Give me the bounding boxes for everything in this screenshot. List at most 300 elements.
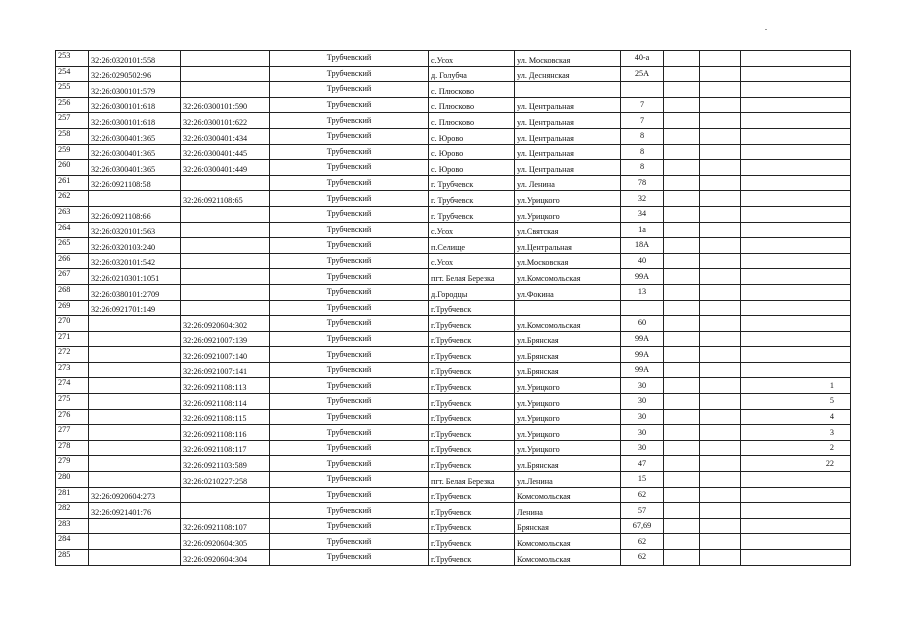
district-cell: Трубчевский xyxy=(270,269,429,285)
district-cell: Трубчевский xyxy=(270,238,429,254)
locality-cell: пгт. Белая Березка xyxy=(429,269,515,285)
extra-cell-1 xyxy=(664,425,700,441)
cadastral-number-1: 32:26:0921701:149 xyxy=(89,300,181,316)
house-number-cell: 8 xyxy=(621,160,664,176)
table-row xyxy=(56,284,851,300)
street-cell: ул.Ленина xyxy=(515,472,621,488)
cadastral-number-2 xyxy=(181,222,270,238)
row-number: 253 xyxy=(56,51,89,67)
row-number: 256 xyxy=(56,97,89,113)
table-row xyxy=(56,51,851,67)
street-cell: Комсомольская xyxy=(515,534,621,550)
row-number: 275 xyxy=(56,394,89,410)
house-number-cell: 62 xyxy=(621,550,664,566)
district-cell: Трубчевский xyxy=(270,409,429,425)
street-cell: ул. Московская xyxy=(515,51,621,67)
apartment-cell xyxy=(741,82,851,98)
extra-cell-2 xyxy=(700,347,741,363)
apartment-cell xyxy=(741,253,851,269)
extra-cell-1 xyxy=(664,550,700,566)
cadastral-number-2: 32:26:0921108:114 xyxy=(181,394,270,410)
extra-cell-1 xyxy=(664,206,700,222)
house-number-cell: 30 xyxy=(621,425,664,441)
extra-cell-1 xyxy=(664,300,700,316)
apartment-cell xyxy=(741,191,851,207)
cadastral-number-1 xyxy=(89,534,181,550)
apartment-cell: 5 xyxy=(741,394,851,410)
extra-cell-1 xyxy=(664,284,700,300)
apartment-cell: 1 xyxy=(741,378,851,394)
table-row xyxy=(56,160,851,176)
cadastral-number-1 xyxy=(89,409,181,425)
cadastral-number-1: 32:26:0320103:240 xyxy=(89,238,181,254)
apartment-cell xyxy=(741,347,851,363)
apartment-cell xyxy=(741,128,851,144)
row-number: 281 xyxy=(56,487,89,503)
locality-cell: г.Трубчевск xyxy=(429,347,515,363)
district-cell: Трубчевский xyxy=(270,534,429,550)
district-cell: Трубчевский xyxy=(270,331,429,347)
street-cell: ул.Брянская xyxy=(515,331,621,347)
table-row xyxy=(56,534,851,550)
table-row xyxy=(56,409,851,425)
apartment-cell xyxy=(741,269,851,285)
cadastral-number-2 xyxy=(181,253,270,269)
street-cell: ул.Брянская xyxy=(515,362,621,378)
locality-cell: г.Трубчевск xyxy=(429,300,515,316)
cadastral-number-1: 32:26:0380101:2709 xyxy=(89,284,181,300)
cadastral-number-1 xyxy=(89,378,181,394)
extra-cell-2 xyxy=(700,222,741,238)
extra-cell-2 xyxy=(700,378,741,394)
table-row xyxy=(56,518,851,534)
table-row xyxy=(56,97,851,113)
row-number: 283 xyxy=(56,518,89,534)
cadastral-number-1 xyxy=(89,347,181,363)
cadastral-number-2: 32:26:0920604:302 xyxy=(181,316,270,332)
apartment-cell xyxy=(741,284,851,300)
cadastral-number-2 xyxy=(181,238,270,254)
table-row xyxy=(56,550,851,566)
district-cell: Трубчевский xyxy=(270,472,429,488)
row-number: 269 xyxy=(56,300,89,316)
street-cell: Ленина xyxy=(515,503,621,519)
street-cell: ул. Центральная xyxy=(515,128,621,144)
apartment-cell xyxy=(741,222,851,238)
street-cell: ул.Урицкого xyxy=(515,425,621,441)
locality-cell: г.Трубчевск xyxy=(429,394,515,410)
extra-cell-1 xyxy=(664,128,700,144)
document-page xyxy=(55,50,850,566)
house-number-cell: 30 xyxy=(621,409,664,425)
cadastral-number-1: 32:26:0300401:365 xyxy=(89,128,181,144)
table-row xyxy=(56,113,851,129)
cadastral-number-1: 32:26:0300101:618 xyxy=(89,113,181,129)
row-number: 270 xyxy=(56,316,89,332)
cadastral-number-1: 32:26:0320101:542 xyxy=(89,253,181,269)
row-number: 265 xyxy=(56,238,89,254)
district-cell: Трубчевский xyxy=(270,456,429,472)
cadastral-number-2: 32:26:0921108:116 xyxy=(181,425,270,441)
district-cell: Трубчевский xyxy=(270,316,429,332)
cadastral-number-2: 32:26:0921108:115 xyxy=(181,409,270,425)
cadastral-number-1: 32:26:0921108:66 xyxy=(89,206,181,222)
district-cell: Трубчевский xyxy=(270,51,429,67)
district-cell: Трубчевский xyxy=(270,175,429,191)
extra-cell-1 xyxy=(664,394,700,410)
table-row xyxy=(56,378,851,394)
district-cell: Трубчевский xyxy=(270,191,429,207)
cadastral-number-1: 32:26:0300101:618 xyxy=(89,97,181,113)
house-number-cell xyxy=(621,300,664,316)
house-number-cell: 99А xyxy=(621,362,664,378)
locality-cell: г.Трубчевск xyxy=(429,409,515,425)
house-number-cell: 99А xyxy=(621,331,664,347)
street-cell: ул.Брянская xyxy=(515,456,621,472)
cadastral-number-1 xyxy=(89,394,181,410)
cadastral-number-2: 32:26:0921108:65 xyxy=(181,191,270,207)
district-cell: Трубчевский xyxy=(270,440,429,456)
house-number-cell: 78 xyxy=(621,175,664,191)
locality-cell: г. Трубчевск xyxy=(429,175,515,191)
extra-cell-1 xyxy=(664,113,700,129)
apartment-cell xyxy=(741,362,851,378)
extra-cell-1 xyxy=(664,160,700,176)
locality-cell: г.Трубчевск xyxy=(429,456,515,472)
cadastral-number-2: 32:26:0210227:258 xyxy=(181,472,270,488)
locality-cell: г.Трубчевск xyxy=(429,425,515,441)
table-row xyxy=(56,316,851,332)
street-cell: ул.Урицкого xyxy=(515,409,621,425)
row-number: 272 xyxy=(56,347,89,363)
extra-cell-2 xyxy=(700,300,741,316)
extra-cell-2 xyxy=(700,534,741,550)
house-number-cell: 8 xyxy=(621,144,664,160)
table-row xyxy=(56,269,851,285)
locality-cell: г.Трубчевск xyxy=(429,316,515,332)
row-number: 268 xyxy=(56,284,89,300)
street-cell: ул. Ленина xyxy=(515,175,621,191)
cadastral-number-2: 32:26:0921103:589 xyxy=(181,456,270,472)
cadastral-number-1: 32:26:0920604:273 xyxy=(89,487,181,503)
property-table xyxy=(55,50,851,566)
extra-cell-1 xyxy=(664,97,700,113)
cadastral-number-2: 32:26:0921007:140 xyxy=(181,347,270,363)
apartment-cell xyxy=(741,472,851,488)
house-number-cell: 62 xyxy=(621,534,664,550)
district-cell: Трубчевский xyxy=(270,362,429,378)
apartment-cell xyxy=(741,300,851,316)
table-row xyxy=(56,487,851,503)
row-number: 257 xyxy=(56,113,89,129)
extra-cell-1 xyxy=(664,222,700,238)
extra-cell-1 xyxy=(664,51,700,67)
house-number-cell: 1а xyxy=(621,222,664,238)
apartment-cell xyxy=(741,97,851,113)
locality-cell: г. Трубчевск xyxy=(429,206,515,222)
row-number: 277 xyxy=(56,425,89,441)
locality-cell: г.Трубчевск xyxy=(429,378,515,394)
cadastral-number-2 xyxy=(181,269,270,285)
table-row xyxy=(56,82,851,98)
street-cell: ул.Урицкого xyxy=(515,394,621,410)
street-cell: ул.Урицкого xyxy=(515,206,621,222)
cadastral-number-2: 32:26:0921108:117 xyxy=(181,440,270,456)
extra-cell-2 xyxy=(700,66,741,82)
street-cell: ул. Центральная xyxy=(515,144,621,160)
locality-cell: г.Трубчевск xyxy=(429,550,515,566)
street-cell xyxy=(515,82,621,98)
table-row xyxy=(56,394,851,410)
extra-cell-1 xyxy=(664,269,700,285)
cadastral-number-1 xyxy=(89,440,181,456)
extra-cell-1 xyxy=(664,440,700,456)
cadastral-number-1: 32:26:0210301:1051 xyxy=(89,269,181,285)
extra-cell-1 xyxy=(664,82,700,98)
district-cell: Трубчевский xyxy=(270,550,429,566)
district-cell: Трубчевский xyxy=(270,144,429,160)
extra-cell-2 xyxy=(700,472,741,488)
cadastral-number-1 xyxy=(89,456,181,472)
apartment-cell: 2 xyxy=(741,440,851,456)
locality-cell: г.Трубчевск xyxy=(429,331,515,347)
extra-cell-2 xyxy=(700,206,741,222)
table-row xyxy=(56,206,851,222)
house-number-cell: 99А xyxy=(621,269,664,285)
cadastral-number-2 xyxy=(181,82,270,98)
extra-cell-2 xyxy=(700,362,741,378)
table-row xyxy=(56,425,851,441)
apartment-cell: 22 xyxy=(741,456,851,472)
apartment-cell xyxy=(741,503,851,519)
row-number: 260 xyxy=(56,160,89,176)
street-cell: ул.Урицкого xyxy=(515,378,621,394)
locality-cell: д. Голубча xyxy=(429,66,515,82)
apartment-cell xyxy=(741,487,851,503)
row-number: 276 xyxy=(56,409,89,425)
cadastral-number-2 xyxy=(181,206,270,222)
locality-cell: г.Трубчевск xyxy=(429,440,515,456)
row-number: 267 xyxy=(56,269,89,285)
locality-cell: с.Усох xyxy=(429,51,515,67)
cadastral-number-2: 32:26:0300101:590 xyxy=(181,97,270,113)
table-row xyxy=(56,440,851,456)
row-number: 266 xyxy=(56,253,89,269)
house-number-cell: 62 xyxy=(621,487,664,503)
table-row xyxy=(56,191,851,207)
apartment-cell xyxy=(741,206,851,222)
row-number: 262 xyxy=(56,191,89,207)
row-number: 264 xyxy=(56,222,89,238)
row-number: 284 xyxy=(56,534,89,550)
street-cell xyxy=(515,300,621,316)
apartment-cell xyxy=(741,518,851,534)
cadastral-number-2 xyxy=(181,284,270,300)
locality-cell: г. Трубчевск xyxy=(429,191,515,207)
extra-cell-1 xyxy=(664,362,700,378)
district-cell: Трубчевский xyxy=(270,300,429,316)
row-number: 273 xyxy=(56,362,89,378)
apartment-cell xyxy=(741,51,851,67)
table-row xyxy=(56,331,851,347)
apartment-cell: 3 xyxy=(741,425,851,441)
locality-cell: с. Юрово xyxy=(429,160,515,176)
district-cell: Трубчевский xyxy=(270,82,429,98)
district-cell: Трубчевский xyxy=(270,425,429,441)
cadastral-number-2 xyxy=(181,51,270,67)
scan-speck xyxy=(765,29,767,30)
district-cell: Трубчевский xyxy=(270,394,429,410)
cadastral-number-1: 32:26:0320101:563 xyxy=(89,222,181,238)
street-cell: ул.Комсомольская xyxy=(515,269,621,285)
row-number: 261 xyxy=(56,175,89,191)
street-cell: ул.Брянская xyxy=(515,347,621,363)
table-row xyxy=(56,144,851,160)
locality-cell: с.Усох xyxy=(429,222,515,238)
extra-cell-2 xyxy=(700,175,741,191)
locality-cell: с. Плюсково xyxy=(429,113,515,129)
cadastral-number-1: 32:26:0300401:365 xyxy=(89,144,181,160)
extra-cell-2 xyxy=(700,409,741,425)
district-cell: Трубчевский xyxy=(270,253,429,269)
locality-cell: г.Трубчевск xyxy=(429,362,515,378)
locality-cell: г.Трубчевск xyxy=(429,534,515,550)
extra-cell-2 xyxy=(700,316,741,332)
row-number: 271 xyxy=(56,331,89,347)
extra-cell-2 xyxy=(700,456,741,472)
extra-cell-2 xyxy=(700,269,741,285)
extra-cell-1 xyxy=(664,144,700,160)
cadastral-number-1 xyxy=(89,331,181,347)
street-cell: ул.Комсомольская xyxy=(515,316,621,332)
apartment-cell xyxy=(741,534,851,550)
extra-cell-2 xyxy=(700,487,741,503)
house-number-cell: 67,69 xyxy=(621,518,664,534)
apartment-cell: 4 xyxy=(741,409,851,425)
cadastral-number-2: 32:26:0921108:107 xyxy=(181,518,270,534)
apartment-cell xyxy=(741,160,851,176)
cadastral-number-2: 32:26:0300401:445 xyxy=(181,144,270,160)
street-cell: ул.Святская xyxy=(515,222,621,238)
row-number: 278 xyxy=(56,440,89,456)
cadastral-number-1 xyxy=(89,518,181,534)
cadastral-number-1 xyxy=(89,191,181,207)
apartment-cell xyxy=(741,550,851,566)
extra-cell-1 xyxy=(664,191,700,207)
cadastral-number-2 xyxy=(181,175,270,191)
apartment-cell xyxy=(741,316,851,332)
district-cell: Трубчевский xyxy=(270,284,429,300)
table-row xyxy=(56,238,851,254)
table-row xyxy=(56,472,851,488)
locality-cell: пгт. Белая Березка xyxy=(429,472,515,488)
street-cell: Брянская xyxy=(515,518,621,534)
locality-cell: г.Трубчевск xyxy=(429,487,515,503)
locality-cell: с.Усох xyxy=(429,253,515,269)
extra-cell-1 xyxy=(664,487,700,503)
cadastral-number-1 xyxy=(89,362,181,378)
row-number: 279 xyxy=(56,456,89,472)
house-number-cell: 40-а xyxy=(621,51,664,67)
extra-cell-1 xyxy=(664,238,700,254)
table-row xyxy=(56,300,851,316)
extra-cell-1 xyxy=(664,503,700,519)
extra-cell-2 xyxy=(700,128,741,144)
locality-cell: д.Городцы xyxy=(429,284,515,300)
cadastral-number-1: 32:26:0290502:96 xyxy=(89,66,181,82)
street-cell: ул.Центральная xyxy=(515,238,621,254)
row-number: 254 xyxy=(56,66,89,82)
district-cell: Трубчевский xyxy=(270,66,429,82)
table-body xyxy=(56,51,851,566)
extra-cell-2 xyxy=(700,97,741,113)
row-number: 263 xyxy=(56,206,89,222)
extra-cell-1 xyxy=(664,518,700,534)
cadastral-number-2: 32:26:0921007:141 xyxy=(181,362,270,378)
table-row xyxy=(56,347,851,363)
extra-cell-2 xyxy=(700,550,741,566)
row-number: 258 xyxy=(56,128,89,144)
house-number-cell: 18А xyxy=(621,238,664,254)
district-cell: Трубчевский xyxy=(270,113,429,129)
extra-cell-1 xyxy=(664,378,700,394)
extra-cell-2 xyxy=(700,503,741,519)
house-number-cell: 40 xyxy=(621,253,664,269)
extra-cell-1 xyxy=(664,331,700,347)
extra-cell-2 xyxy=(700,51,741,67)
street-cell: Комсомольская xyxy=(515,550,621,566)
cadastral-number-2: 32:26:0920604:305 xyxy=(181,534,270,550)
table-row xyxy=(56,66,851,82)
street-cell: ул.Урицкого xyxy=(515,440,621,456)
street-cell: ул.Фокина xyxy=(515,284,621,300)
house-number-cell: 47 xyxy=(621,456,664,472)
street-cell: ул.Московская xyxy=(515,253,621,269)
district-cell: Трубчевский xyxy=(270,518,429,534)
cadastral-number-1 xyxy=(89,425,181,441)
street-cell: ул. Центральная xyxy=(515,160,621,176)
extra-cell-2 xyxy=(700,82,741,98)
row-number: 255 xyxy=(56,82,89,98)
cadastral-number-1: 32:26:0300401:365 xyxy=(89,160,181,176)
cadastral-number-2: 32:26:0920604:304 xyxy=(181,550,270,566)
row-number: 280 xyxy=(56,472,89,488)
locality-cell: с. Плюсково xyxy=(429,97,515,113)
extra-cell-2 xyxy=(700,284,741,300)
cadastral-number-2: 32:26:0921108:113 xyxy=(181,378,270,394)
street-cell: ул. Центральная xyxy=(515,113,621,129)
extra-cell-1 xyxy=(664,316,700,332)
street-cell: ул. Деснянская xyxy=(515,66,621,82)
house-number-cell: 25А xyxy=(621,66,664,82)
street-cell: ул. Центральная xyxy=(515,97,621,113)
district-cell: Трубчевский xyxy=(270,222,429,238)
cadastral-number-1: 32:26:0320101:558 xyxy=(89,51,181,67)
extra-cell-2 xyxy=(700,394,741,410)
extra-cell-1 xyxy=(664,534,700,550)
cadastral-number-2: 32:26:0921007:139 xyxy=(181,331,270,347)
extra-cell-2 xyxy=(700,425,741,441)
apartment-cell xyxy=(741,144,851,160)
cadastral-number-2: 32:26:0300401:449 xyxy=(181,160,270,176)
extra-cell-2 xyxy=(700,160,741,176)
extra-cell-2 xyxy=(700,253,741,269)
district-cell: Трубчевский xyxy=(270,347,429,363)
extra-cell-1 xyxy=(664,66,700,82)
house-number-cell: 99А xyxy=(621,347,664,363)
apartment-cell xyxy=(741,175,851,191)
table-row xyxy=(56,503,851,519)
